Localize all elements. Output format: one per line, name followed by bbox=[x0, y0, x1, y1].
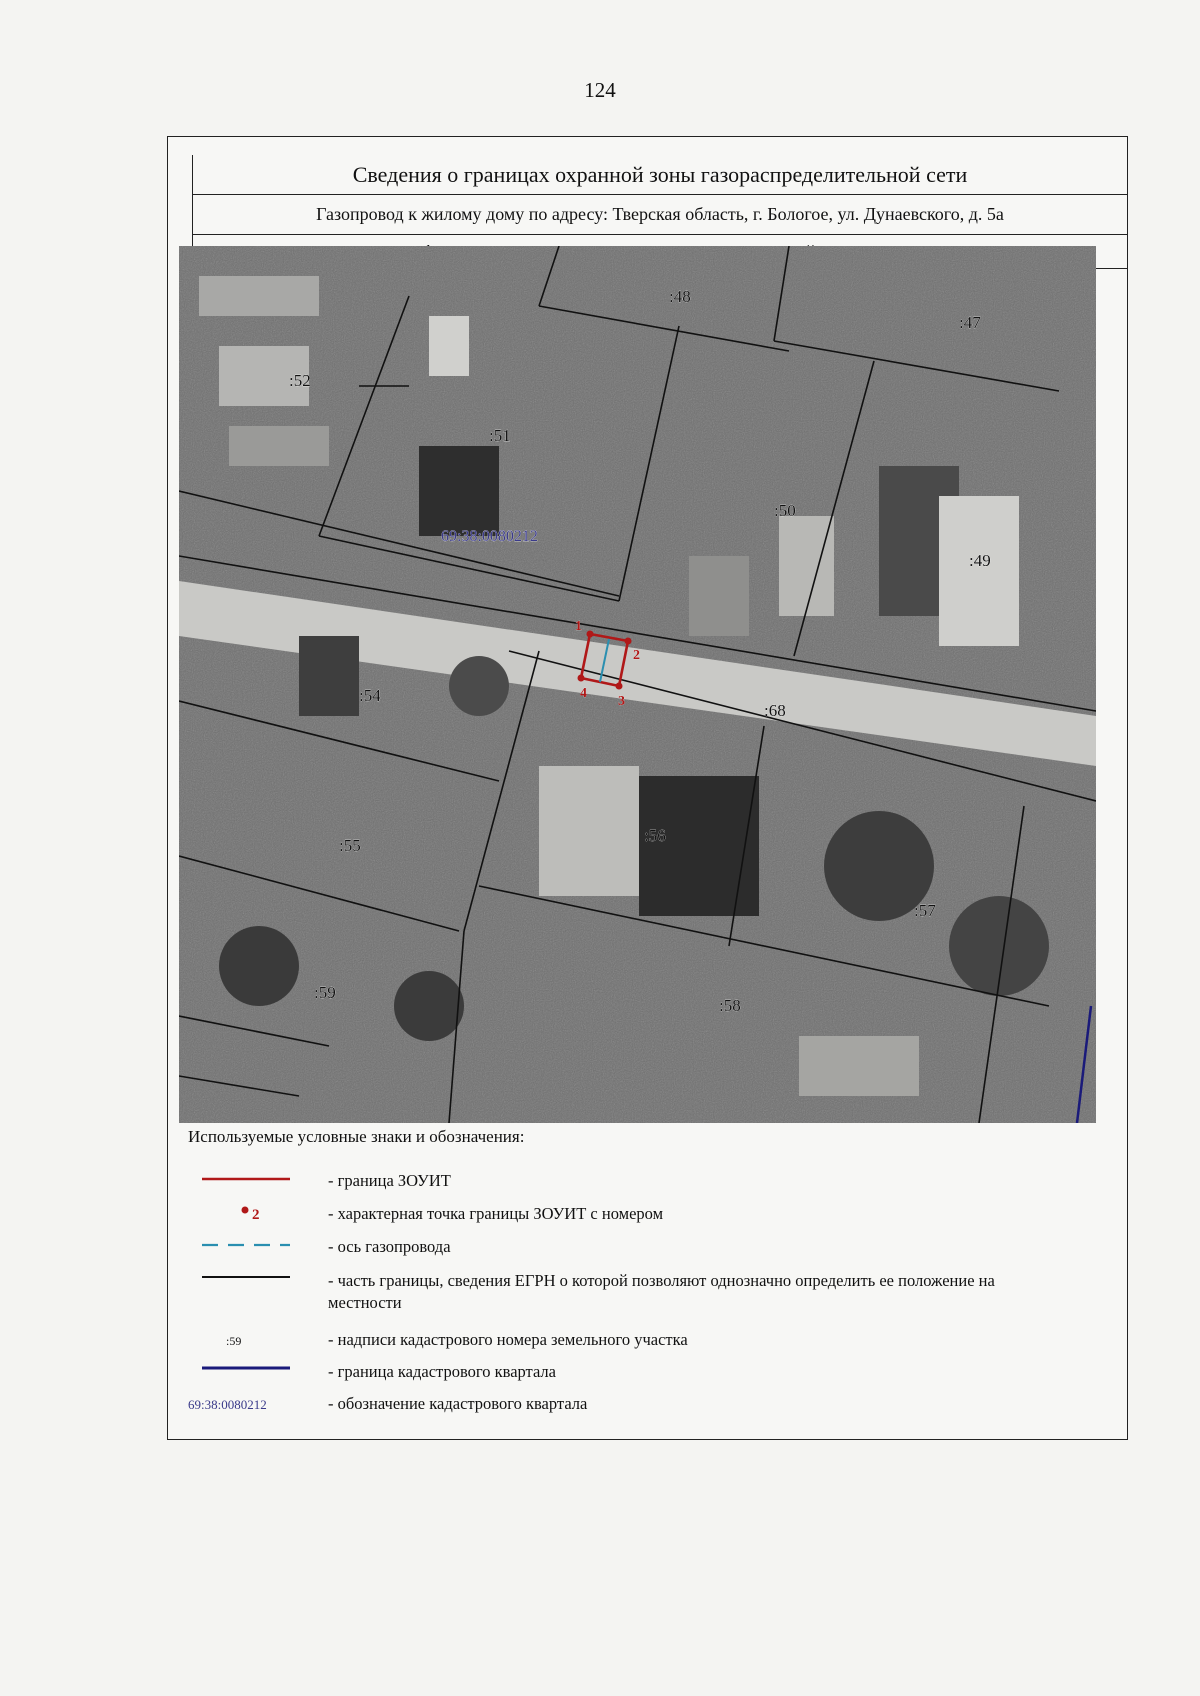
legend-parcel-label-sample: :59 bbox=[226, 1334, 242, 1348]
zone-point-4-marker bbox=[578, 675, 585, 682]
legend-text: - надписи кадастрового номера земельного участка bbox=[328, 1330, 688, 1349]
parcel-label-56: :56 bbox=[644, 826, 666, 845]
legend-item-pipeline-axis bbox=[188, 1233, 1108, 1263]
zone-point-4-label: 4 bbox=[580, 686, 587, 701]
parcel-label-50: :50 bbox=[774, 501, 796, 520]
parcel-label-49: :49 bbox=[969, 551, 991, 570]
parcel-label-59: :59 bbox=[314, 983, 336, 1002]
blue-dash-symbol bbox=[188, 1233, 308, 1263]
parcel-label-55: :55 bbox=[339, 836, 361, 855]
legend-item-parcel-label bbox=[188, 1326, 1108, 1356]
legend-text: - обозначение кадастрового квартала bbox=[328, 1394, 588, 1413]
parcel-label-51: :51 bbox=[489, 426, 511, 445]
legend-text: - ось газопровода bbox=[328, 1237, 451, 1256]
parcel-label-47: :47 bbox=[959, 313, 981, 332]
parcel-label-58: :58 bbox=[719, 996, 741, 1015]
legend-item-zone-boundary bbox=[188, 1167, 1108, 1197]
zone-point-3-label: 3 bbox=[618, 694, 625, 709]
legend-text: - граница ЗОУИТ bbox=[328, 1171, 451, 1190]
legend-item-egrn-boundary bbox=[188, 1267, 1108, 1317]
legend-item-zone-point bbox=[188, 1200, 1108, 1230]
parcel-label-68: :68 bbox=[764, 701, 786, 720]
red-line-symbol bbox=[188, 1167, 308, 1197]
legend-text: - граница кадастрового квартала bbox=[328, 1362, 556, 1381]
zone-point-3-marker bbox=[616, 683, 623, 690]
red-point-symbol bbox=[188, 1200, 308, 1230]
document-frame bbox=[167, 136, 1128, 1440]
black-line-symbol bbox=[188, 1267, 308, 1297]
zone-point-1-label: 1 bbox=[575, 619, 582, 634]
legend-item-quarter-label bbox=[188, 1390, 1108, 1420]
parcel-label-symbol bbox=[188, 1326, 308, 1356]
object-description: Газопровод к жилому дому по адресу: Тверская область, г. Бологое, ул. Дунаевского, д. 5а bbox=[192, 195, 1127, 235]
quarter-label: 69:38:0080212 bbox=[441, 528, 538, 545]
quarter-label-symbol bbox=[188, 1390, 308, 1420]
page-number: 124 bbox=[584, 78, 616, 102]
navy-line-symbol bbox=[188, 1358, 308, 1388]
legend-text: - характерная точка границы ЗОУИТ с номером bbox=[328, 1204, 664, 1223]
legend-point-label: 2 bbox=[252, 1207, 260, 1223]
legend-item-quarter-boundary bbox=[188, 1358, 1108, 1388]
parcel-label-48: :48 bbox=[669, 287, 691, 306]
legend-quarter-label-sample: 69:38:0080212 bbox=[188, 1397, 267, 1412]
zone-point-2-label: 2 bbox=[633, 648, 640, 663]
parcel-label-57: :57 bbox=[914, 901, 936, 920]
legend-title: Используемые условные знаки и обозначения: bbox=[188, 1127, 525, 1146]
aerial-map bbox=[179, 246, 1096, 1123]
parcel-label-52: :52 bbox=[289, 371, 311, 390]
zone-point-1-marker bbox=[587, 631, 594, 638]
document-title: Сведения о границах охранной зоны газораспределительной сети bbox=[192, 155, 1127, 195]
zone-point-2-marker bbox=[625, 638, 632, 645]
legend-text: - часть границы, сведения ЕГРН о которой позволяют однозначно определить ее положение на местности bbox=[328, 1271, 995, 1312]
parcel-label-54: :54 bbox=[359, 686, 381, 705]
